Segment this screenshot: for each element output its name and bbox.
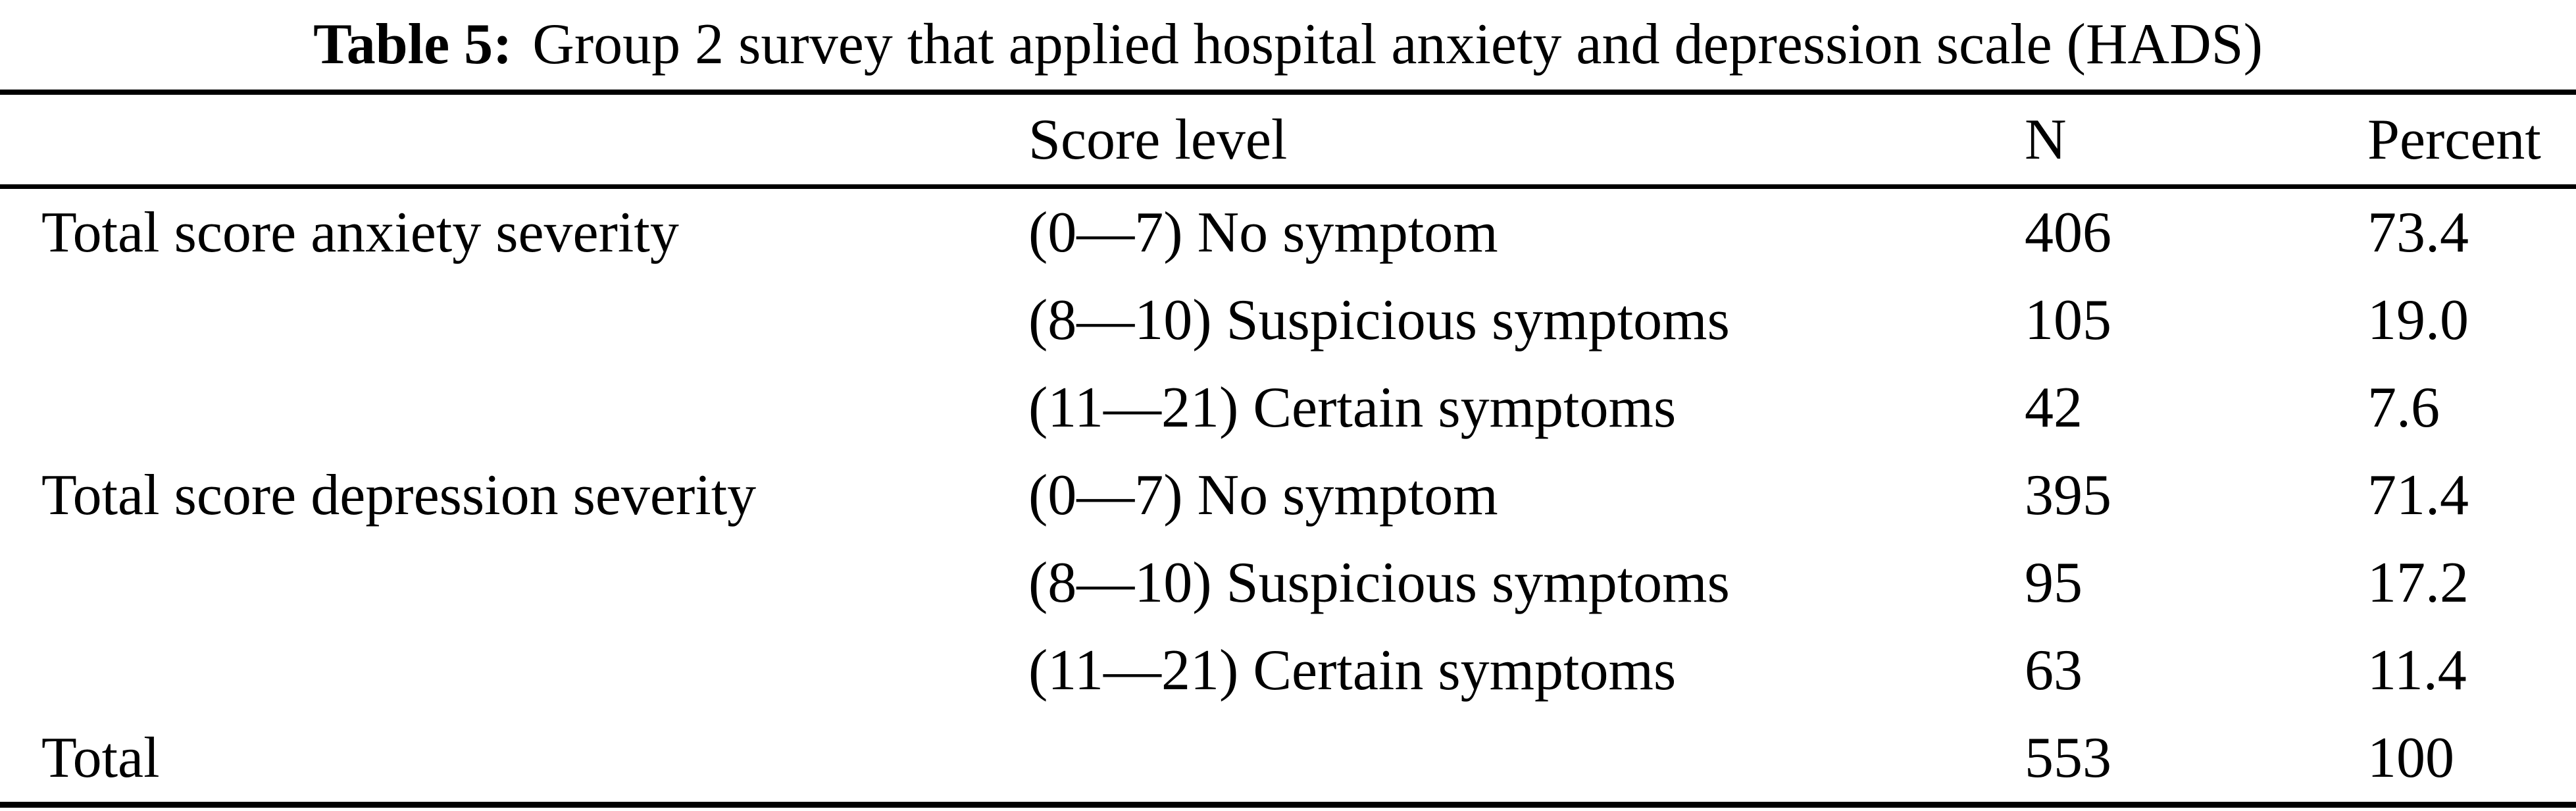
- cell-percent: 11.4: [2367, 639, 2467, 702]
- cell-category: [0, 364, 1028, 452]
- cell-n: 553: [2025, 726, 2111, 790]
- cell-category: Total score anxiety severity: [41, 201, 679, 265]
- table-header: [0, 92, 2576, 187]
- cell-percent: 7.6: [2367, 376, 2440, 440]
- table-caption: [0, 0, 2576, 83]
- cell-percent: 17.2: [2367, 551, 2469, 615]
- cell-n: 95: [2025, 551, 2083, 615]
- table-caption-text: Group 2 survey that applied hospital anxiety and depression scale (HADS): [532, 13, 2263, 76]
- cell-score-level: (11—21) Certain symptoms: [1028, 376, 1677, 440]
- header-n: N: [2025, 107, 2067, 172]
- header-category: [0, 92, 1028, 187]
- cell-category: Total: [41, 726, 160, 790]
- cell-n: 406: [2025, 201, 2111, 265]
- cell-n: 395: [2025, 463, 2111, 527]
- cell-n: 42: [2025, 376, 2083, 440]
- cell-score-level: (11—21) Certain symptoms: [1028, 639, 1677, 702]
- cell-category: Total score depression severity: [41, 463, 757, 527]
- cell-n: 63: [2025, 639, 2083, 702]
- cell-score-level: (0—7) No symptom: [1028, 201, 1498, 265]
- cell-percent: 71.4: [2367, 463, 2469, 527]
- header-score-level: Score level: [1028, 107, 1288, 172]
- cell-category: [0, 539, 1028, 627]
- header-row: [0, 92, 2576, 187]
- cell-score-level: (8—10) Suspicious symptoms: [1028, 551, 1730, 615]
- table-row-total: [0, 714, 2576, 805]
- cell-n: 105: [2025, 288, 2111, 352]
- cell-percent: 19.0: [2367, 288, 2469, 352]
- cell-percent: 73.4: [2367, 201, 2469, 265]
- cell-score-level: (8—10) Suspicious symptoms: [1028, 288, 1730, 352]
- cell-category: [0, 627, 1028, 714]
- header-percent: Percent: [2367, 107, 2541, 172]
- hads-table: [0, 90, 2576, 808]
- table-body: [0, 187, 2576, 805]
- cell-category: [0, 276, 1028, 364]
- cell-score-level: [1028, 714, 2025, 805]
- table-caption-label: Table 5:: [313, 13, 513, 76]
- table-row: [0, 276, 2576, 364]
- cell-score-level: (0—7) No symptom: [1028, 463, 1498, 527]
- table-row: [0, 364, 2576, 452]
- table-row: [0, 452, 2576, 539]
- table-row: [0, 627, 2576, 714]
- table-row: [0, 539, 2576, 627]
- table-row: [0, 187, 2576, 277]
- cell-percent: 100: [2367, 726, 2454, 790]
